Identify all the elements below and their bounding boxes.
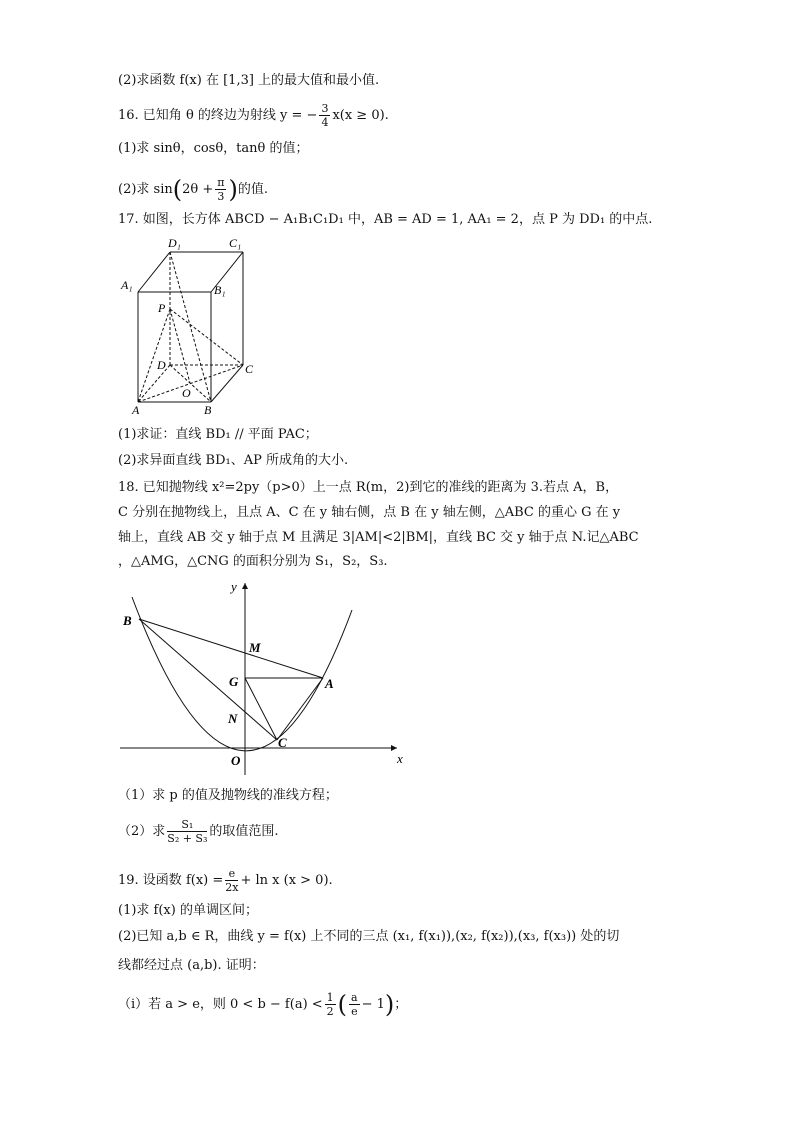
q18-line1: 18. 已知抛物线 x²=2py（p>0）上一点 R(m，2)到它的准线的距离为 3.若点 A，B， [118, 480, 619, 495]
q18-label-a: A [325, 676, 334, 691]
q18-part2-frac-num: S₁ [167, 818, 207, 832]
q19-part3 [118, 991, 407, 1018]
q18-line3: 轴上，直线 AB 交 y 轴于点 M 且满足 3|AM|<2|BM|，直线 BC 交 y 轴于点 N.记△ABC [118, 530, 639, 545]
q16-part2-frac-num: π [217, 176, 225, 189]
q16-fraction [319, 102, 330, 129]
q19-part3-frac-den: 2 [326, 1005, 334, 1018]
q18-part2 [118, 818, 279, 845]
q18-label-x: x [397, 751, 403, 766]
q18-label-g: G [229, 674, 239, 689]
q19-part3-fraction-ae [349, 991, 360, 1018]
q16-part2-frac-den: 3 [217, 190, 225, 203]
q18-label-o: O [231, 753, 241, 768]
q15-part2: (2)求函数 f(x) 在 [1,3] 上的最大值和最小值. [118, 73, 380, 88]
q18-line4: ，△AMG，△CNG 的面积分别为 S₁，S₂，S₃. [118, 554, 388, 569]
q19-stem-fraction [225, 867, 238, 894]
q17-label-c: C [245, 362, 254, 376]
q18-label-m: M [249, 640, 261, 655]
q18-label-c: C [278, 735, 287, 750]
q19-frac-den: 2x [225, 881, 239, 894]
q16-part2 [118, 176, 268, 203]
q18-part2-suffix: 的取值范围. [209, 824, 279, 839]
q19-part3-end: ； [394, 997, 408, 1012]
q18-part2-fraction [167, 818, 207, 845]
q17-cuboid-figure [118, 232, 268, 417]
q16-frac-num: 3 [321, 102, 329, 115]
q18-line2: C 分别在抛物线上，且点 A、C 在 y 轴右侧，点 B 在 y 轴左侧，△ABC 的重心 G 在 y [118, 505, 621, 520]
q17-part1: (1)求证：直线 BD₁ // 平面 PAC； [118, 427, 318, 442]
q19-frac-num: e [225, 867, 238, 881]
q18-part2-frac-den: S₂ + S₃ [167, 832, 208, 845]
q17-label-d: D [157, 358, 166, 372]
q19-stem [118, 867, 333, 894]
q17-label-a: A [132, 403, 140, 417]
q17-label-a1: A₁ [121, 278, 133, 292]
q17-label-d1: D₁ [168, 236, 181, 250]
q19-part3-frac2-den: e [351, 1005, 358, 1018]
q19-part3-frac-num: 1 [326, 991, 334, 1004]
q16-part1: (1)求 sinθ，cosθ，tanθ 的值； [118, 141, 309, 156]
q17-label-o: O [182, 386, 191, 400]
q16-part2-inner: 2θ + [182, 182, 214, 197]
q16-stem-suffix: x(x ≥ 0). [332, 108, 389, 123]
q17-label-c1: C₁ [229, 236, 242, 250]
q16-stem [118, 102, 389, 129]
q18-parabola-curve [132, 597, 352, 751]
q16-part2-prefix: (2)求 sin [118, 182, 173, 197]
q18-label-y: y [231, 579, 237, 594]
q16-stem-prefix: 16. 已知角 θ 的终边为射线 y = − [118, 108, 318, 123]
q19-right-paren: ) [384, 990, 395, 1019]
q18-label-n: N [228, 711, 238, 726]
q19-part1: (1)求 f(x) 的单调区间； [118, 903, 258, 918]
q18-part1: （1）求 p 的值及抛物线的准线方程； [118, 788, 338, 803]
q19-stem-prefix: 19. 设函数 f(x) = [118, 873, 224, 888]
q16-part2-fraction [215, 176, 226, 203]
q17-label-b1: B₁ [214, 283, 226, 297]
q17-hidden-edges [138, 252, 243, 402]
q19-stem-suffix: + ln x (x > 0). [240, 873, 333, 888]
q17-part2: (2)求异面直线 BD₁、AP 所成角的大小. [118, 453, 349, 468]
q16-right-paren: ) [228, 175, 238, 204]
q19-part3-suffix: − 1 [361, 997, 385, 1012]
q19-part3-prefix: （ⅰ）若 a > e，则 0 < b − f(a) < [118, 997, 323, 1012]
q16-part2-suffix: 的值. [237, 182, 268, 197]
q18-label-b: B [123, 613, 132, 628]
q19-part3-frac2-num: a [351, 991, 358, 1004]
q18-parabola-figure [115, 575, 415, 775]
q17-label-b: B [204, 403, 212, 417]
q17-stem: 17. 如图，长方体 ABCD − A₁B₁C₁D₁ 中，AB = AD = 1, AA₁ = 2，点 P 为 DD₁ 的中点. [118, 212, 653, 227]
q19-part2-line1: (2)已知 a,b ∈ R，曲线 y = f(x) 上不同的三点 (x₁, f(x₁)),(x₂, f(x₂)),(x₃, f(x₃)) 处的切 [118, 929, 620, 944]
q19-left-paren: ( [337, 990, 348, 1019]
q17-label-p: P [158, 301, 166, 315]
q19-part3-fraction-half [325, 991, 336, 1018]
q16-frac-den: 4 [321, 116, 329, 129]
q18-part2-prefix: （2）求 [118, 824, 166, 839]
q16-left-paren: ( [172, 175, 183, 204]
q19-part2-line2: 线都经过点 (a,b). 证明： [118, 958, 265, 973]
